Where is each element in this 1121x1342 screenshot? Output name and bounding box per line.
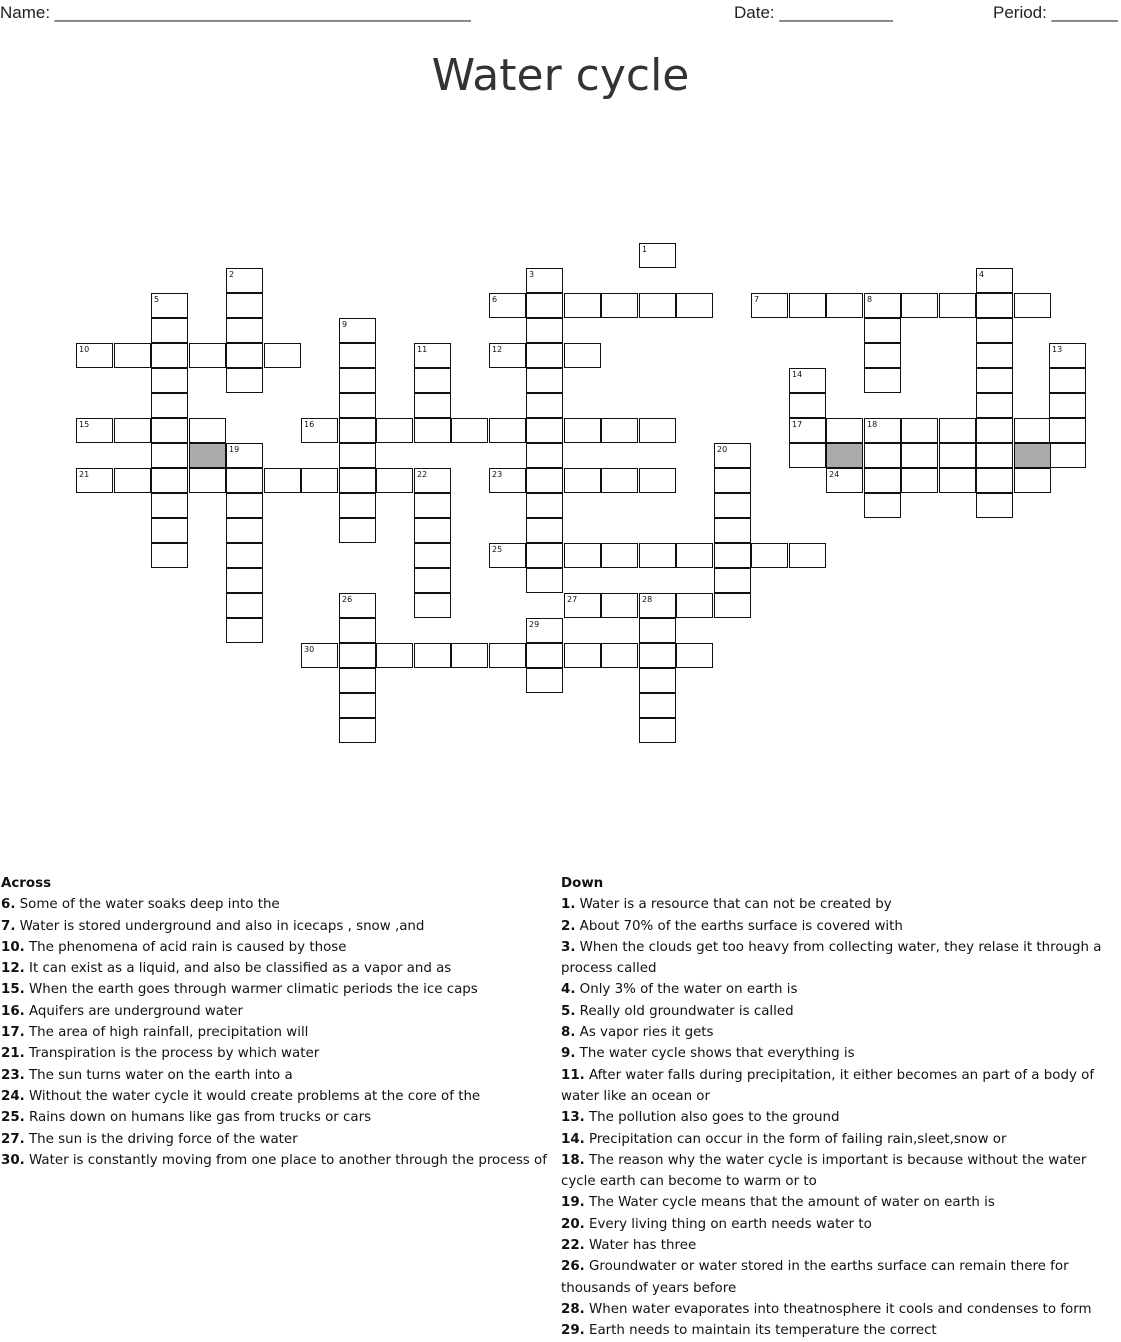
down-clue-list [561, 894, 1116, 1341]
grid-cell[interactable] [601, 543, 638, 568]
grid-cell[interactable] [564, 418, 601, 443]
clue-number: 4 [979, 270, 985, 279]
clue-item-number: 2. [561, 918, 576, 934]
clue-item-number: 4. [561, 982, 576, 998]
clue-item [561, 894, 1116, 915]
clue-item [561, 1065, 1116, 1108]
grid-cell[interactable] [151, 493, 188, 518]
grid-cell[interactable] [226, 518, 263, 543]
across-clues [1, 873, 553, 1171]
grid-cell[interactable] [526, 543, 563, 568]
clue-item-number: 8. [561, 1025, 576, 1041]
clue-item [561, 1299, 1116, 1320]
clue-item-number: 1. [561, 897, 576, 913]
clue-item-text: The Water cycle means that the amount of water on earth is [584, 1195, 995, 1211]
grid-cell[interactable] [751, 543, 788, 568]
grid-cell[interactable] [864, 468, 901, 493]
grid-cell[interactable] [151, 418, 188, 443]
grid-cell[interactable] [976, 418, 1013, 443]
grid-cell[interactable] [564, 343, 601, 368]
grid-cell[interactable] [414, 418, 451, 443]
clue-item-number: 20. [561, 1216, 585, 1232]
clue-item-text: The pollution also goes to the ground [584, 1110, 840, 1126]
clue-item [561, 1320, 1116, 1341]
grid-cell[interactable] [526, 668, 563, 693]
clue-item-number: 11. [561, 1067, 585, 1083]
clue-item [1, 1150, 553, 1171]
grid-cell[interactable] [189, 468, 226, 493]
grid-cell[interactable] [339, 443, 376, 468]
grid-cell[interactable] [264, 343, 301, 368]
clue-item-text: After water falls during precipitation, it either becomes an part of a body of water like an ocean or [561, 1067, 1095, 1104]
clue-number: 27 [567, 595, 578, 604]
across-heading: Across [1, 876, 52, 891]
grid-cell[interactable] [414, 593, 451, 618]
grid-cell[interactable] [976, 493, 1013, 518]
grid-cell[interactable] [339, 668, 376, 693]
grid-cell[interactable] [414, 543, 451, 568]
clue-item-text: Earth needs to maintain its temperature the correct [584, 1323, 937, 1339]
grid-cell[interactable] [451, 643, 488, 668]
grid-cell[interactable] [864, 443, 901, 468]
clue-item-number: 5. [561, 1003, 576, 1019]
grid-cell[interactable] [976, 293, 1013, 318]
clue-item-number: 6. [1, 897, 16, 913]
grid-cell[interactable] [976, 393, 1013, 418]
clue-item-text: Water has three [584, 1238, 697, 1254]
grid-cell[interactable] [526, 443, 563, 468]
clue-item [561, 1235, 1116, 1256]
clue-item [561, 979, 1116, 1000]
clue-number: 19 [229, 445, 240, 454]
clue-item [1, 937, 553, 958]
clue-item-text: Really old groundwater is called [575, 1003, 794, 1019]
grid-cell[interactable] [676, 293, 713, 318]
grid-cell[interactable] [339, 493, 376, 518]
clue-item-text: Water is constantly moving from one place to another through the process of [24, 1152, 547, 1168]
clue-item [1, 1001, 553, 1022]
grid-cell[interactable] [639, 293, 676, 318]
clue-number: 13 [1052, 345, 1063, 354]
clue-item-number: 22. [561, 1238, 585, 1254]
clue-item-text: The water cycle shows that everything is [575, 1046, 855, 1062]
grid-cell[interactable] [901, 468, 938, 493]
clue-item-number: 7. [1, 918, 16, 934]
grid-cell[interactable] [339, 618, 376, 643]
clue-item-number: 18. [561, 1152, 585, 1168]
clue-number: 22 [417, 470, 428, 479]
date-field[interactable]: Date: ____________ [734, 3, 893, 22]
grid-cell[interactable] [1014, 293, 1051, 318]
clue-number: 17 [792, 420, 803, 429]
clue-item [1, 916, 553, 937]
grid-cell[interactable] [1049, 393, 1086, 418]
clue-item [561, 1256, 1116, 1299]
grid-cell[interactable] [526, 493, 563, 518]
grid-cell[interactable] [526, 318, 563, 343]
grid-cell[interactable] [714, 543, 751, 568]
grid-cell[interactable] [676, 543, 713, 568]
grid-cell[interactable] [864, 368, 901, 393]
clue-item-text: When water evaporates into theatnosphere it cools and condenses to form [584, 1301, 1092, 1317]
grid-cell[interactable] [601, 293, 638, 318]
clue-item-text: The reason why the water cycle is important is because without the water cycle earth can become to warm or to [561, 1152, 1087, 1190]
grid-cell[interactable] [976, 443, 1013, 468]
clue-item-text: Transpiration is the process by which water [24, 1046, 320, 1062]
clue-number: 26 [342, 595, 353, 604]
clue-item [561, 1214, 1116, 1235]
clue-item [1, 1086, 553, 1107]
grid-cell[interactable] [676, 643, 713, 668]
clue-number: 7 [754, 295, 760, 304]
clue-item-text: Rains down on humans like gas from trucks or cars [24, 1110, 372, 1126]
grid-cell[interactable] [676, 593, 713, 618]
grid-cell[interactable] [414, 643, 451, 668]
down-heading: Down [561, 876, 604, 891]
grid-cell[interactable] [414, 393, 451, 418]
grid-cell[interactable] [339, 718, 376, 743]
clue-number: 12 [492, 345, 503, 354]
grid-cell[interactable] [1049, 443, 1086, 468]
clue-number: 21 [79, 470, 90, 479]
clue-item [561, 1150, 1116, 1193]
grid-cell[interactable] [564, 468, 601, 493]
grid-cell[interactable] [376, 468, 413, 493]
clue-number: 14 [792, 370, 803, 379]
grid-cell[interactable] [339, 693, 376, 718]
shaded-grid-cell [1014, 443, 1051, 468]
grid-cell[interactable] [114, 468, 151, 493]
clue-item-number: 23. [1, 1067, 25, 1083]
grid-cell[interactable] [226, 618, 263, 643]
clue-item-text: Water is stored underground and also in icecaps , snow ,and [15, 918, 425, 934]
grid-cell[interactable] [901, 443, 938, 468]
clue-item-text: About 70% of the earths surface is covered with [575, 918, 903, 934]
grid-cell[interactable] [864, 318, 901, 343]
clue-item-text: Precipitation can occur in the form of failing rain,sleet,snow or [584, 1131, 1007, 1147]
page-title: Water cycle [431, 50, 690, 101]
clue-item [561, 937, 1116, 980]
clue-number: 11 [417, 345, 428, 354]
grid-cell[interactable] [564, 643, 601, 668]
clue-item-number: 12. [1, 961, 25, 977]
grid-cell[interactable] [601, 468, 638, 493]
grid-cell[interactable] [339, 643, 376, 668]
grid-cell[interactable] [414, 493, 451, 518]
period-field[interactable]: Period: _______ [993, 3, 1118, 22]
grid-cell[interactable] [226, 493, 263, 518]
grid-cell[interactable] [789, 393, 826, 418]
grid-cell[interactable] [939, 443, 976, 468]
grid-cell[interactable] [226, 343, 263, 368]
clue-number: 10 [79, 345, 90, 354]
clue-item-number: 10. [1, 939, 25, 955]
grid-cell[interactable] [226, 368, 263, 393]
grid-cell[interactable] [789, 543, 826, 568]
down-clues [561, 873, 1116, 1342]
clue-number: 3 [529, 270, 535, 279]
grid-cell[interactable] [226, 593, 263, 618]
grid-cell[interactable] [601, 643, 638, 668]
clue-item-text: Every living thing on earth needs water to [584, 1216, 872, 1232]
grid-cell[interactable] [526, 393, 563, 418]
grid-cell[interactable] [601, 418, 638, 443]
grid-cell[interactable] [526, 643, 563, 668]
clue-number: 18 [867, 420, 878, 429]
grid-cell[interactable] [526, 468, 563, 493]
grid-cell[interactable] [976, 468, 1013, 493]
grid-cell[interactable] [714, 518, 751, 543]
clue-number: 23 [492, 470, 503, 479]
clue-item-number: 16. [1, 1003, 25, 1019]
clue-number: 29 [529, 620, 540, 629]
clue-number: 25 [492, 545, 503, 554]
clue-item [561, 1001, 1116, 1022]
clue-item-text: Some of the water soaks deep into the [15, 897, 280, 913]
grid-cell[interactable] [639, 693, 676, 718]
grid-cell[interactable] [1049, 418, 1086, 443]
grid-cell[interactable] [189, 418, 226, 443]
grid-cell[interactable] [151, 543, 188, 568]
grid-cell[interactable] [226, 543, 263, 568]
clue-number: 16 [304, 420, 315, 429]
clue-item-text: It can exist as a liquid, and also be classified as a vapor and as [24, 961, 452, 977]
grid-cell[interactable] [976, 343, 1013, 368]
grid-cell[interactable] [451, 418, 488, 443]
clue-item-number: 13. [561, 1110, 585, 1126]
grid-cell[interactable] [976, 318, 1013, 343]
grid-cell[interactable] [864, 343, 901, 368]
shaded-grid-cell [826, 443, 863, 468]
clue-item-text: Groundwater or water stored in the earths surface can remain there for thousands of years before [561, 1259, 1069, 1296]
clue-item-number: 25. [1, 1110, 25, 1126]
clue-item [1, 1043, 553, 1064]
grid-cell[interactable] [526, 368, 563, 393]
clue-item [561, 1129, 1116, 1150]
grid-cell[interactable] [489, 643, 526, 668]
clue-item-number: 29. [561, 1323, 585, 1339]
grid-cell[interactable] [639, 643, 676, 668]
clue-item-number: 21. [1, 1046, 25, 1062]
clue-item-number: 14. [561, 1131, 585, 1147]
grid-cell[interactable] [714, 593, 751, 618]
grid-cell[interactable] [826, 293, 863, 318]
clue-item [1, 1107, 553, 1128]
grid-cell[interactable] [826, 418, 863, 443]
clue-item [1, 894, 553, 915]
grid-cell[interactable] [376, 643, 413, 668]
clue-item-text: When the earth goes through warmer climatic periods the ice caps [24, 982, 478, 998]
grid-cell[interactable] [151, 318, 188, 343]
grid-cell[interactable] [789, 293, 826, 318]
grid-cell[interactable] [226, 293, 263, 318]
grid-cell[interactable] [226, 318, 263, 343]
grid-cell[interactable] [339, 343, 376, 368]
clue-item-number: 3. [561, 939, 576, 955]
clue-item [561, 1043, 1116, 1064]
grid-cell[interactable] [789, 443, 826, 468]
grid-cell[interactable] [526, 418, 563, 443]
clue-item-text: Only 3% of the water on earth is [575, 982, 798, 998]
grid-cell[interactable] [339, 368, 376, 393]
grid-cell[interactable] [414, 518, 451, 543]
grid-cell[interactable] [639, 718, 676, 743]
clue-item-text: Without the water cycle it would create problems at the core of the [24, 1088, 481, 1104]
clue-item-text: As vapor ries it gets [575, 1025, 714, 1041]
clue-item-text: The sun turns water on the earth into a [24, 1067, 293, 1083]
grid-cell[interactable] [526, 518, 563, 543]
clue-item [561, 1107, 1116, 1128]
grid-cell[interactable] [526, 568, 563, 593]
clue-item-number: 9. [561, 1046, 576, 1062]
clue-number: 28 [642, 595, 653, 604]
grid-cell[interactable] [339, 393, 376, 418]
grid-cell[interactable] [864, 493, 901, 518]
grid-cell[interactable] [114, 418, 151, 443]
clue-number: 5 [154, 295, 160, 304]
grid-cell[interactable] [226, 568, 263, 593]
clue-item-number: 26. [561, 1259, 585, 1275]
clue-item-text: The area of high rainfall, precipitation will [24, 1025, 309, 1041]
clue-item [1, 979, 553, 1000]
grid-cell[interactable] [151, 393, 188, 418]
grid-cell[interactable] [151, 343, 188, 368]
grid-cell[interactable] [1014, 468, 1051, 493]
clue-item [561, 1192, 1116, 1213]
grid-cell[interactable] [714, 468, 751, 493]
grid-cell[interactable] [639, 468, 676, 493]
grid-cell[interactable] [489, 418, 526, 443]
grid-cell[interactable] [1014, 418, 1051, 443]
clue-item [1, 958, 553, 979]
grid-cell[interactable] [151, 443, 188, 468]
clue-number: 15 [79, 420, 90, 429]
clue-item-number: 17. [1, 1025, 25, 1041]
grid-cell[interactable] [301, 468, 338, 493]
grid-cell[interactable] [714, 493, 751, 518]
grid-cell[interactable] [714, 568, 751, 593]
grid-cell[interactable] [414, 568, 451, 593]
grid-cell[interactable] [939, 418, 976, 443]
clue-item-number: 27. [1, 1131, 25, 1147]
grid-cell[interactable] [976, 368, 1013, 393]
grid-cell[interactable] [901, 293, 938, 318]
clue-item-number: 24. [1, 1088, 25, 1104]
clue-item-text: The sun is the driving force of the water [24, 1131, 298, 1147]
grid-cell[interactable] [639, 418, 676, 443]
grid-cell[interactable] [151, 368, 188, 393]
clue-item [1, 1022, 553, 1043]
clue-item [1, 1065, 553, 1086]
grid-cell[interactable] [639, 543, 676, 568]
clue-number: 20 [717, 445, 728, 454]
clue-number: 9 [342, 320, 348, 329]
clue-number: 30 [304, 645, 315, 654]
clue-item-number: 19. [561, 1195, 585, 1211]
name-field[interactable]: Name: ____________________________________________ [0, 3, 471, 22]
grid-cell[interactable] [601, 593, 638, 618]
grid-cell[interactable] [339, 518, 376, 543]
grid-cell[interactable] [939, 468, 976, 493]
grid-cell[interactable] [526, 343, 563, 368]
grid-cell[interactable] [226, 468, 263, 493]
grid-cell[interactable] [1049, 368, 1086, 393]
clue-item-number: 28. [561, 1301, 585, 1317]
grid-cell[interactable] [264, 468, 301, 493]
clue-number: 8 [867, 295, 873, 304]
clue-item-text: When the clouds get too heavy from collecting water, they relase it through a process called [561, 939, 1102, 977]
grid-cell[interactable] [376, 418, 413, 443]
clue-item [1, 1129, 553, 1150]
grid-cell[interactable] [564, 543, 601, 568]
grid-cell[interactable] [564, 293, 601, 318]
grid-cell[interactable] [526, 293, 563, 318]
across-clue-list [1, 894, 553, 1171]
shaded-grid-cell [189, 443, 226, 468]
grid-cell[interactable] [151, 518, 188, 543]
clue-number: 24 [829, 470, 840, 479]
clue-item-text: Water is a resource that can not be created by [575, 897, 892, 913]
clue-number: 2 [229, 270, 235, 279]
clue-number: 1 [642, 245, 648, 254]
clue-item [561, 916, 1116, 937]
grid-cell[interactable] [339, 468, 376, 493]
clue-item [561, 1022, 1116, 1043]
grid-cell[interactable] [189, 343, 226, 368]
grid-cell[interactable] [939, 293, 976, 318]
grid-cell[interactable] [114, 343, 151, 368]
grid-cell[interactable] [339, 418, 376, 443]
grid-cell[interactable] [151, 468, 188, 493]
grid-cell[interactable] [901, 418, 938, 443]
clue-item-number: 15. [1, 982, 25, 998]
grid-cell[interactable] [414, 368, 451, 393]
clue-item-text: The phenomena of acid rain is caused by those [24, 939, 347, 955]
clue-item-number: 30. [1, 1152, 25, 1168]
clue-number: 6 [492, 295, 498, 304]
grid-cell[interactable] [639, 618, 676, 643]
clue-item-text: Aquifers are underground water [24, 1003, 243, 1019]
grid-cell[interactable] [639, 668, 676, 693]
